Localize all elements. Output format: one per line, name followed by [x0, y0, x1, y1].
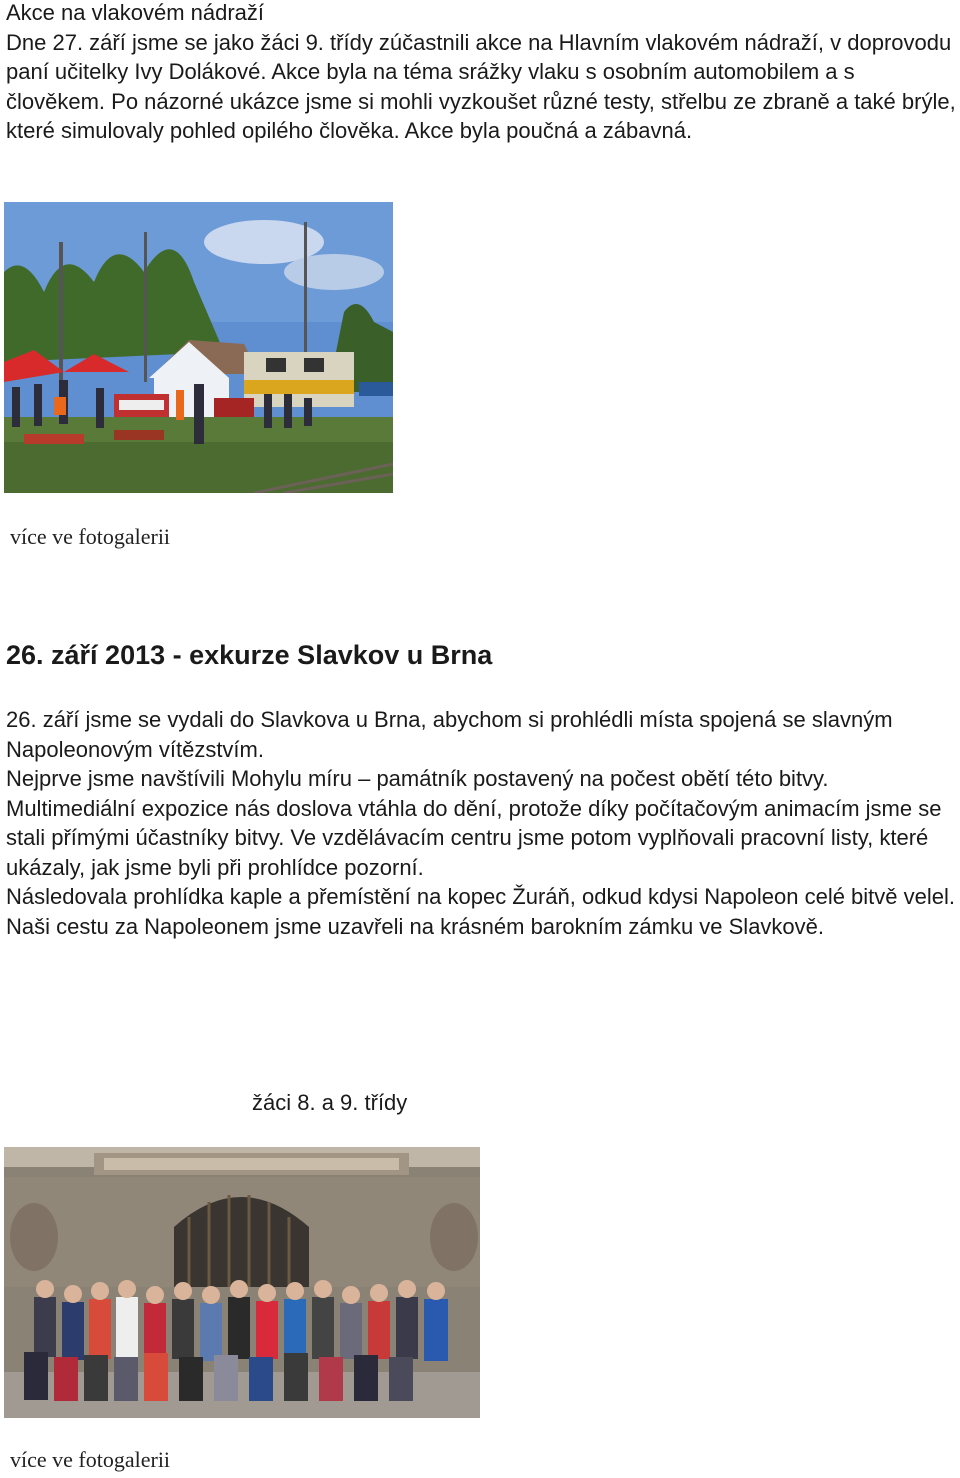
article-body: Dne 27. září jsme se jako žáci 9. třídy zúčastnili akce na Hlavním vlakovém nádraží, v doprovodu paní učitelky Ivy Dolákové. Akce byla na téma srážky vlaku s osobním automobilem a s člověkem. Po názorné ukázce jsme si mohli vyzkoušet různé testy, střelbu ze zbraně a také brýle, které simulovaly pohled opilého člověka. Akce byla poučná a zábavná.	[6, 29, 956, 143]
class-group-photo[interactable]	[4, 1147, 480, 1418]
gallery-link-railway[interactable]: více ve fotogalerii	[10, 524, 171, 549]
article-paragraph: Naši cestu za Napoleonem jsme uzavřeli na krásném barokním zámku ve Slavkově.	[6, 913, 825, 939]
article-railway	[6, 0, 956, 146]
article-slavkov	[6, 705, 956, 941]
article-paragraph: Následovala prohlídka kaple a přemístění na kopec Žuráň, odkud kdysi Napoleon celé bitvě velel.	[6, 884, 955, 909]
article-title: Akce na vlakovém nádraží	[6, 0, 265, 25]
article-signature: žáci 8. a 9. třídy	[252, 1090, 408, 1115]
article-heading-slavkov: 26. září 2013 - exkurze Slavkov u Brna	[6, 640, 493, 670]
gallery-link-slavkov[interactable]: více ve fotogalerii	[10, 1447, 171, 1472]
railway-event-photo[interactable]	[4, 202, 393, 493]
article-paragraph: 26. září jsme se vydali do Slavkova u Brna, abychom si prohlédli místa spojená se slavným Napoleonovým vítězstvím.	[6, 707, 893, 762]
article-paragraph: Nejprve jsme navštívili Mohylu míru – památník postavený na počest obětí této bitvy. Multimediální expozice nás doslova vtáhla do dění, protože díky počítačovým animacím jsme se stali přímými účastníky bitvy. Ve vzdělávacím centru jsme potom vyplňovali pracovní listy, které ukázaly, jak jsme byli při prohlídce pozorní.	[6, 766, 942, 880]
